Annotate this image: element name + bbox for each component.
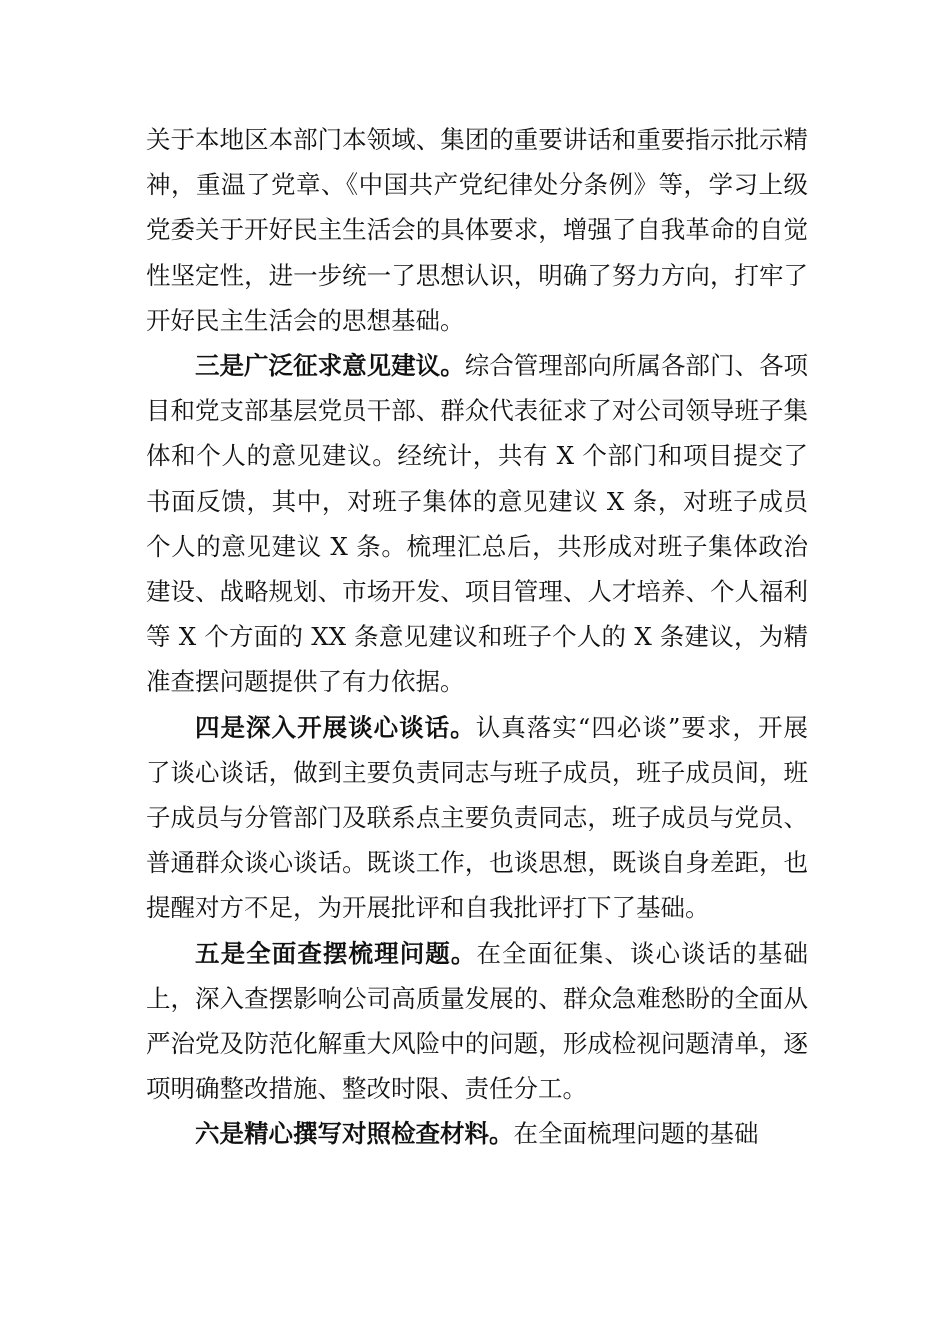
paragraph-heart-to-heart-talks [146, 705, 808, 931]
paragraph-identify-problems [146, 931, 808, 1112]
paragraph-body: 综合管理部向所属各部门、各项目和党支部基层党员干部、群众代表征求了对公司领导班子集体和个人的意见建议。经统计，共有 X 个部门和项目提交了书面反馈，其中，对班子集体的意见建议 X 条，对班子成员个人的意见建议 X 条。梳理汇总后，共形成对班子集体政治建设、战略规划、市场开发、项目管理、人才培养、个人福利等 X 个方面的 XX 条意见建议和班子个人的 X 条建议，为精准查摆问题提供了有力依据。 [146, 351, 809, 697]
paragraph-lead: 三是广泛征求意见建议。 [195, 351, 465, 381]
document-body [146, 117, 808, 1157]
paragraph-write-materials [146, 1111, 808, 1156]
paragraph-lead: 四是深入开展谈心谈话。 [195, 712, 476, 742]
paragraph-body: 关于本地区本部门本领域、集团的重要讲话和重要指示批示精神，重温了党章、《中国共产党纪律处分条例》等，学习上级党委关于开好民主生活会的具体要求，增强了自我革命的自觉性坚定性，进一步统一了思想认识，明确了努力方向，打牢了开好民主生活会的思想基础。 [146, 125, 808, 335]
paragraph-solicit-opinions [146, 343, 808, 705]
paragraph-study-continuation [146, 117, 808, 343]
paragraph-body: 在全面征集、谈心谈话的基础上，深入查摆影响公司高质量发展的、群众急难愁盼的全面从严治党及防范化解重大风险中的问题，形成检视问题清单，逐项明确整改措施、整改时限、责任分工。 [146, 938, 809, 1104]
paragraph-body: 在全面梳理问题的基础 [513, 1119, 759, 1149]
paragraph-lead: 六是精心撰写对照检查材料。 [195, 1119, 514, 1149]
paragraph-lead: 五是全面查摆梳理问题。 [195, 938, 477, 968]
paragraph-body: 认真落实“四必谈”要求，开展了谈心谈话，做到主要负责同志与班子成员，班子成员间，班子成员与分管部门及联系点主要负责同志，班子成员与党员、普通群众谈心谈话。既谈工作，也谈思想，既谈自身差距，也提醒对方不足，为开展批评和自我批评打下了基础。 [146, 712, 808, 923]
